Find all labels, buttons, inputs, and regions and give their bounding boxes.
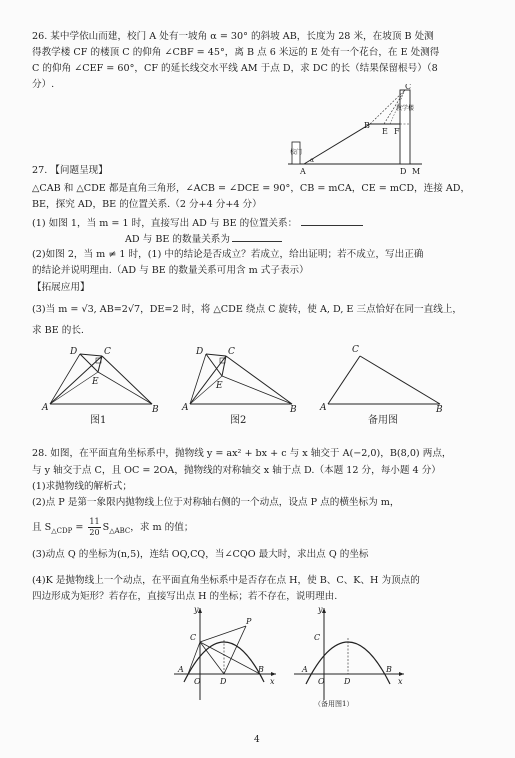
q28-p2b-pre: 且 S xyxy=(32,522,52,533)
label-C: C xyxy=(405,84,412,91)
spare-label-C: C xyxy=(352,345,359,355)
caption-fig2: 图2 xyxy=(230,415,247,426)
caption-fig1: 图1 xyxy=(90,415,107,426)
q28-p2b-post: ，求 m 的值； xyxy=(130,522,194,533)
fig2-label-A: A xyxy=(182,403,189,413)
q28-figure-main xyxy=(170,604,280,704)
q28-part2a: (2)点 P 是第一象限内抛物线上位于对称轴右侧的一个动点，设点 P 点的横坐标为 m， xyxy=(32,497,400,508)
q27-part1a-text: (1) 如图 1，当 m = 1 时，直接写出 AD 与 BE 的位置关系： xyxy=(32,218,298,229)
q27-part3b: 求 BE 的长. xyxy=(32,325,84,336)
page-number: 4 xyxy=(254,735,260,745)
label-D: D xyxy=(400,167,407,176)
fraction-numerator: 11 xyxy=(89,517,100,526)
q28-line2: 与 y 轴交于点 C，且 OC = 2OA，抛物线的对称轴交 x 轴于点 D.（本题 12 分，每小题 4 分） xyxy=(32,465,441,476)
fig2-label-D: D xyxy=(196,347,204,357)
q27-part2b: 的结论并说明理由.（AD 与 BE 的数量关系可用含 m 式子表示） xyxy=(32,265,309,276)
q26-line2: 得教学楼 CF 的楼顶 C 的仰角 ∠CBF = 45°，离 B 点 6 米远的 E 处有一个花台，在 E 处测得 xyxy=(32,47,440,58)
answer-blank-2 xyxy=(232,231,282,242)
building-label: 教学楼 xyxy=(395,105,415,112)
label-F: F xyxy=(394,127,400,136)
answer-blank-1 xyxy=(301,215,363,226)
q26-line4: 分）. xyxy=(32,79,55,90)
q27-figure-2 xyxy=(180,342,300,422)
fig1-label-E: E xyxy=(92,377,99,387)
fraction xyxy=(88,517,100,538)
q27-figure-1 xyxy=(40,342,160,422)
label-B: B xyxy=(364,121,370,130)
q28-fig-y: y xyxy=(194,605,199,614)
q28-fig-x: x xyxy=(270,677,275,686)
q28-fig-C: C xyxy=(190,633,197,642)
spare-label-A: A xyxy=(320,403,327,413)
q28-spare-y: y xyxy=(318,605,323,614)
q27-spare-figure xyxy=(318,342,448,422)
q27-extension-heading: 【拓展应用】 xyxy=(32,282,90,293)
q28-figure-spare xyxy=(290,604,410,714)
fig2-label-C: C xyxy=(228,347,235,357)
q28-fig-A: A xyxy=(178,665,184,674)
q28-spare-O: O xyxy=(318,677,325,686)
q28-part2b xyxy=(32,515,193,541)
q28-part3: (3)动点 Q 的坐标为(n,5)，连结 OQ,CQ，当∠CQO 最大时，求出点 Q 的坐标 xyxy=(32,549,369,560)
q27-intro2: BE，探究 AD，BE 的位置关系.（2 分+4 分+4 分） xyxy=(32,199,262,210)
fig1-label-B: B xyxy=(152,405,159,415)
q27-part1b-text: AD 与 BE 的数量关系为 xyxy=(125,234,230,245)
q27-part1b xyxy=(125,231,282,246)
q28-p2b-sub2: △ABC xyxy=(109,526,131,535)
gate-label: 校门 xyxy=(289,149,303,156)
q26-figure xyxy=(280,84,430,180)
label-E: E xyxy=(382,127,388,136)
q28-spare-C: C xyxy=(314,633,321,642)
q27-part3a: (3)当 m = √3, AB=2√7，DE=2 时，将 △CDE 绕点 C 旋转，使 A, D, E 三点恰好在同一直线上， xyxy=(32,304,463,315)
q28-fig-D: D xyxy=(220,677,227,686)
q28-spare-x: x xyxy=(398,677,403,686)
fig2-label-B: B xyxy=(290,405,297,415)
fig1-label-C: C xyxy=(104,347,111,357)
q28-part1: (1)求抛物线的解析式； xyxy=(32,481,132,492)
q28-spare-A: A xyxy=(302,665,308,674)
label-alpha: α xyxy=(310,157,315,164)
q28-spare-caption: （备用图1） xyxy=(314,700,354,708)
q28-part4a: (4)K 是抛物线上一个动点，在平面直角坐标系中是否存在点 H，使 B、C、K、H 为顶点的 xyxy=(32,575,420,586)
q28-p2b-mid: = xyxy=(72,522,87,533)
label-M: M xyxy=(412,167,421,176)
q28-p2b-s: S xyxy=(102,522,110,533)
q26-line1: 26. 某中学依山而建，校门 A 处有一坡角 α = 30° 的斜坡 AB，长度为 28 米，在坡顶 B 处测 xyxy=(32,31,434,42)
q28-p2b-sub1: △CDP xyxy=(51,526,73,535)
q28-spare-B: B xyxy=(386,665,392,674)
q28-fig-P: P xyxy=(246,617,252,626)
q28-fig-B: B xyxy=(258,665,264,674)
fig1-label-D: D xyxy=(70,347,78,357)
q26-line3: C 的仰角 ∠CEF = 60°，CF 的延长线交水平线 AM 于点 D，求 DC 的长（结果保留根号）（8 xyxy=(32,63,438,74)
q27-heading: 27. 【问题呈现】 xyxy=(32,165,108,176)
fraction-denominator: 20 xyxy=(89,528,100,537)
spare-label-B: B xyxy=(436,405,443,415)
label-A: A xyxy=(300,167,306,176)
q27-part2a: (2)如图 2，当 m ≠ 1 时，(1) 中的结论是否成立？若成立，给出证明；若不成立，写出正确 xyxy=(32,249,424,260)
q27-part1a xyxy=(32,215,363,230)
caption-spare: 备用图 xyxy=(368,415,398,426)
fig1-label-A: A xyxy=(42,403,49,413)
fig2-label-E: E xyxy=(216,381,223,391)
q28-line1: 28. 如图，在平面直角坐标系中，抛物线 y = ax² + bx + c 与 x 轴交于 A(−2,0)，B(8,0) 两点， xyxy=(32,448,452,459)
q28-fig-O: O xyxy=(194,677,201,686)
q27-intro1: △CAB 和 △CDE 都是直角三角形，∠ACB = ∠DCE = 90°，CB = mCA，CE = mCD，连接 AD， xyxy=(32,183,471,194)
q28-spare-D: D xyxy=(344,677,351,686)
q28-part4b: 四边形成为矩形？若存在，直接写出点 H 的坐标；若不存在，说明理由. xyxy=(32,591,338,602)
